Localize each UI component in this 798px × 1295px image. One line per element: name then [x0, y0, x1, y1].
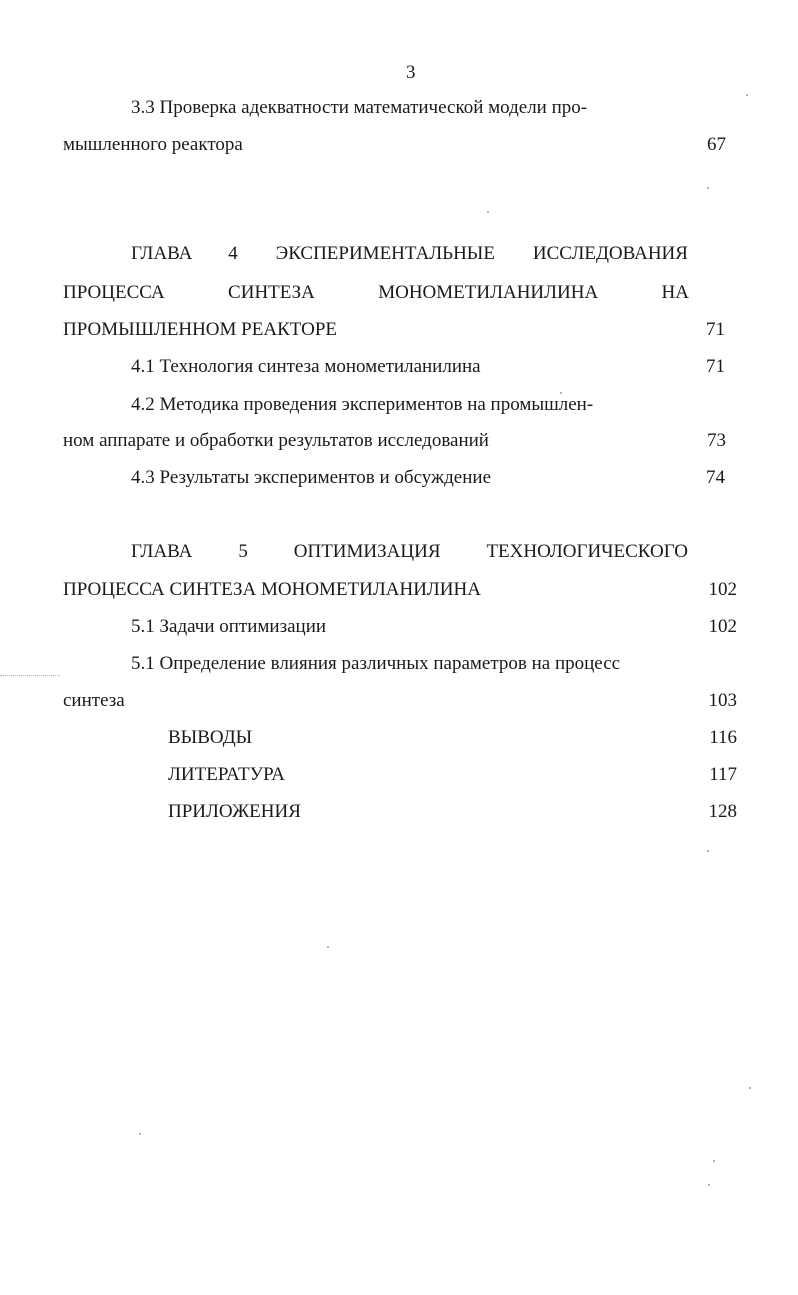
toc-5-1a-title: 5.1 Задачи оптимизации [131, 616, 327, 637]
chapter4-page: 71 [706, 319, 725, 340]
toc-appendices-page: 128 [708, 801, 737, 822]
chapter4-word: ГЛАВА [131, 243, 193, 264]
scan-artifact-line [0, 675, 60, 676]
chapter4-title-line2 [63, 282, 689, 304]
scan-speck [487, 211, 489, 213]
toc-conclusions-title: ВЫВОДЫ [168, 727, 253, 748]
toc-4-3-title: 4.3 Результаты экспериментов и обсуждение [131, 467, 491, 488]
chapter5-word: 5 [238, 541, 248, 562]
chapter5-title-line2: ПРОЦЕССА СИНТЕЗА МОНОМЕТИЛАНИЛИНА [63, 579, 481, 600]
toc-conclusions-page: 116 [709, 727, 737, 748]
toc-3-3-page: 67 [707, 134, 726, 155]
toc-4-1-title: 4.1 Технология синтеза монометиланилина [131, 356, 481, 377]
scan-speck [327, 946, 329, 948]
chapter4-word: НА [661, 282, 689, 303]
chapter5-word: ТЕХНОЛОГИЧЕСКОГО [486, 541, 688, 562]
chapter4-title-line3: ПРОМЫШЛЕННОМ РЕАКТОРЕ [63, 319, 337, 340]
toc-5-1b-page: 103 [708, 690, 737, 711]
chapter4-word: МОНОМЕТИЛАНИЛИНА [378, 282, 599, 303]
toc-3-3-line1: 3.3 Проверка адекватности математической модели про- [131, 97, 588, 118]
chapter4-word: ЭКСПЕРИМЕНТАЛЬНЫЕ [275, 243, 495, 264]
toc-3-3-line2: мышленного реактора [63, 134, 243, 155]
toc-literature-title: ЛИТЕРАТУРА [168, 764, 285, 785]
toc-4-1-page: 71 [706, 356, 725, 377]
toc-literature-page: 117 [709, 764, 737, 785]
toc-4-2-line2: ном аппарате и обработки результатов исследований [63, 430, 489, 451]
chapter5-word: ГЛАВА [131, 541, 193, 562]
toc-appendices-title: ПРИЛОЖЕНИЯ [168, 801, 301, 822]
scan-speck [713, 1160, 715, 1162]
scan-speck [707, 187, 709, 189]
chapter4-title-line1 [131, 243, 688, 265]
scan-speck [139, 1133, 141, 1135]
scan-speck [560, 392, 562, 394]
scan-speck [708, 1184, 710, 1186]
scan-speck [746, 94, 748, 96]
toc-4-2-page: 73 [707, 430, 726, 451]
chapter5-page: 102 [708, 579, 737, 600]
page-number: 3 [406, 62, 416, 83]
chapter5-word: ОПТИМИЗАЦИЯ [293, 541, 441, 562]
toc-4-3-page: 74 [706, 467, 725, 488]
toc-5-1a-page: 102 [708, 616, 737, 637]
chapter5-title-line1 [131, 541, 688, 563]
chapter4-word: 4 [228, 243, 238, 264]
scan-speck [749, 1087, 751, 1089]
chapter4-word: СИНТЕЗА [228, 282, 315, 303]
toc-4-2-line1: 4.2 Методика проведения экспериментов на промышлен- [131, 394, 594, 415]
toc-5-1b-line1: 5.1 Определение влияния различных параметров на процесс [131, 653, 621, 674]
toc-5-1b-line2: синтеза [63, 690, 125, 711]
chapter4-word: ПРОЦЕССА [63, 282, 165, 303]
scan-speck [707, 850, 709, 852]
chapter4-word: ИССЛЕДОВАНИЯ [532, 243, 688, 264]
